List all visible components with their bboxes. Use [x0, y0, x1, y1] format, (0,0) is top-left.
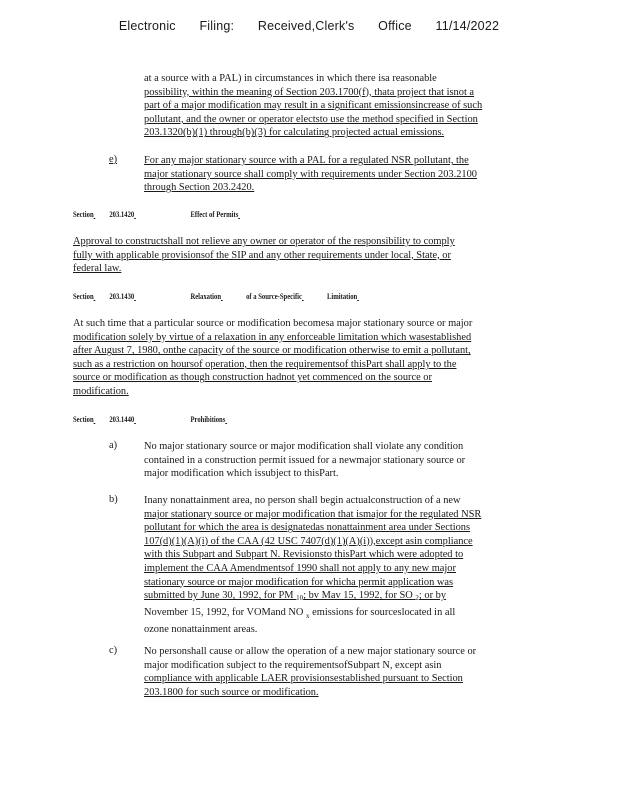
text-line: 107(d)(1)(A)(i) of the CAA (42 USC 7407(d)(1)(A)(i)),except asin compliance: [144, 535, 473, 547]
header-filing: Filing:: [199, 19, 235, 33]
header-received: Received,Clerk's: [257, 19, 355, 33]
header-office: Office: [378, 19, 412, 33]
text-line: Inany nonattainment area, no person shall begin actualconstruction of a new: [144, 495, 461, 506]
text-line: submitted by June 30, 1992, for PM $_{10}$; bv Mav 15, 1992, for SO $_2$; or by: [144, 590, 447, 603]
item-a-label: a): [109, 440, 118, 451]
item-b-label: b): [109, 494, 118, 505]
item-c-text: [144, 645, 476, 699]
section-1430-body: [73, 317, 472, 399]
item-a-text: [144, 440, 465, 481]
text-line: 203.1320(b)(1) through(b)(3) for calculating projected actual emissions.: [144, 127, 445, 139]
text-line: At such time that a particular source or modification becomesa major stationary source or major: [73, 318, 473, 329]
text-line: fully with applicable provisionsof the SIP and any other requirements under local, State, or: [73, 249, 451, 261]
text-line: federal law.: [73, 263, 122, 275]
text-line: possibility, within the meaning of Section 203.1700(f), thata project that isnot a: [144, 86, 475, 98]
text-line: pollutant for which the area is designatedas nonattainment area under Sections: [144, 522, 471, 534]
text-line: source or modification as though construction hadnot yet commenced on the source or: [73, 372, 432, 384]
section-heading-1420: Section 203.1420 Effect of Permits: [73, 209, 239, 219]
text-line: modification.: [73, 385, 129, 397]
text-line: part of a major modification may result in a significant emissionsincrease of such: [144, 100, 483, 112]
text-line: with this Subpart and Subpart N. Revisionsto thisPart which were adopted to: [144, 549, 464, 561]
header-electronic: Electronic: [118, 19, 176, 33]
text-line: For any major stationary source with a PAL for a regulated NSR pollutant, the: [144, 155, 469, 166]
section-heading-1440: Section 203.1440 Prohibitions: [73, 414, 226, 424]
text-line: No personshall cause or allow the operation of a new major stationary source or: [144, 646, 477, 657]
filing-header: [0, 19, 618, 33]
text-line: 203.1800 for such source or modification.: [144, 686, 319, 698]
text-line: modification solely by virtue of a relaxation in any enforceable limitation which wasestablished: [73, 331, 472, 343]
text-line: November 15, 1992, for VOMand NO $_x$ emissions for sourceslocated in all: [144, 606, 456, 620]
text-line: stationary source or major modification for whicha permit application was: [144, 576, 454, 588]
text-line: at a source with a PAL) in circumstances in which there isa reasonable: [144, 73, 437, 84]
section-heading-1430: Section 203.1430 Relaxation of a Source-Specific Limitation: [73, 291, 358, 301]
text-line: major stationary source or major modification that ismajor for the regulated NSR: [144, 508, 482, 520]
text-line: implement the CAA Amendmentsof 1990 shall not apply to any new major: [144, 562, 456, 574]
text-line: compliance with applicable LAER provisionsestablished pursuant to Section: [144, 673, 463, 685]
section-1420-body: [73, 235, 455, 276]
text-line: major stationary source shall comply with requirements under Section 203.2100: [144, 168, 478, 180]
text-line: through Section 203.2420.: [144, 182, 255, 194]
item-e-text: [144, 154, 477, 195]
text-line: major modification subject to the requirementsofSubpart N, except asin: [144, 659, 442, 671]
text-line: after August 7, 1980, onthe capacity of the source or modification otherwise to emit a pollutant,: [73, 345, 471, 357]
continuation-paragraph: [144, 72, 482, 140]
text-line: major modification which issubject to thisPart.: [144, 468, 339, 480]
item-c-label: c): [109, 645, 118, 656]
text-line: ozone nonattainment areas.: [144, 624, 258, 636]
item-e-label: e): [109, 154, 118, 165]
text-line: contained in a construction permit issued for a newmajor stationary source or: [144, 454, 466, 466]
text-line: such as a restriction on hoursof operation, then the requirementsof thisPart shall apply to the: [73, 358, 457, 370]
item-b-text: [144, 494, 481, 637]
header-date: 11/14/2022: [435, 19, 500, 33]
text-line: pollutant, and the owner or operator electsto use the method specified in Section: [144, 113, 478, 125]
text-line: Approval to constructshall not relieve any owner or operator of the responsibility to comply: [73, 236, 455, 247]
text-line: No major stationary source or major modification shall violate any condition: [144, 441, 464, 452]
